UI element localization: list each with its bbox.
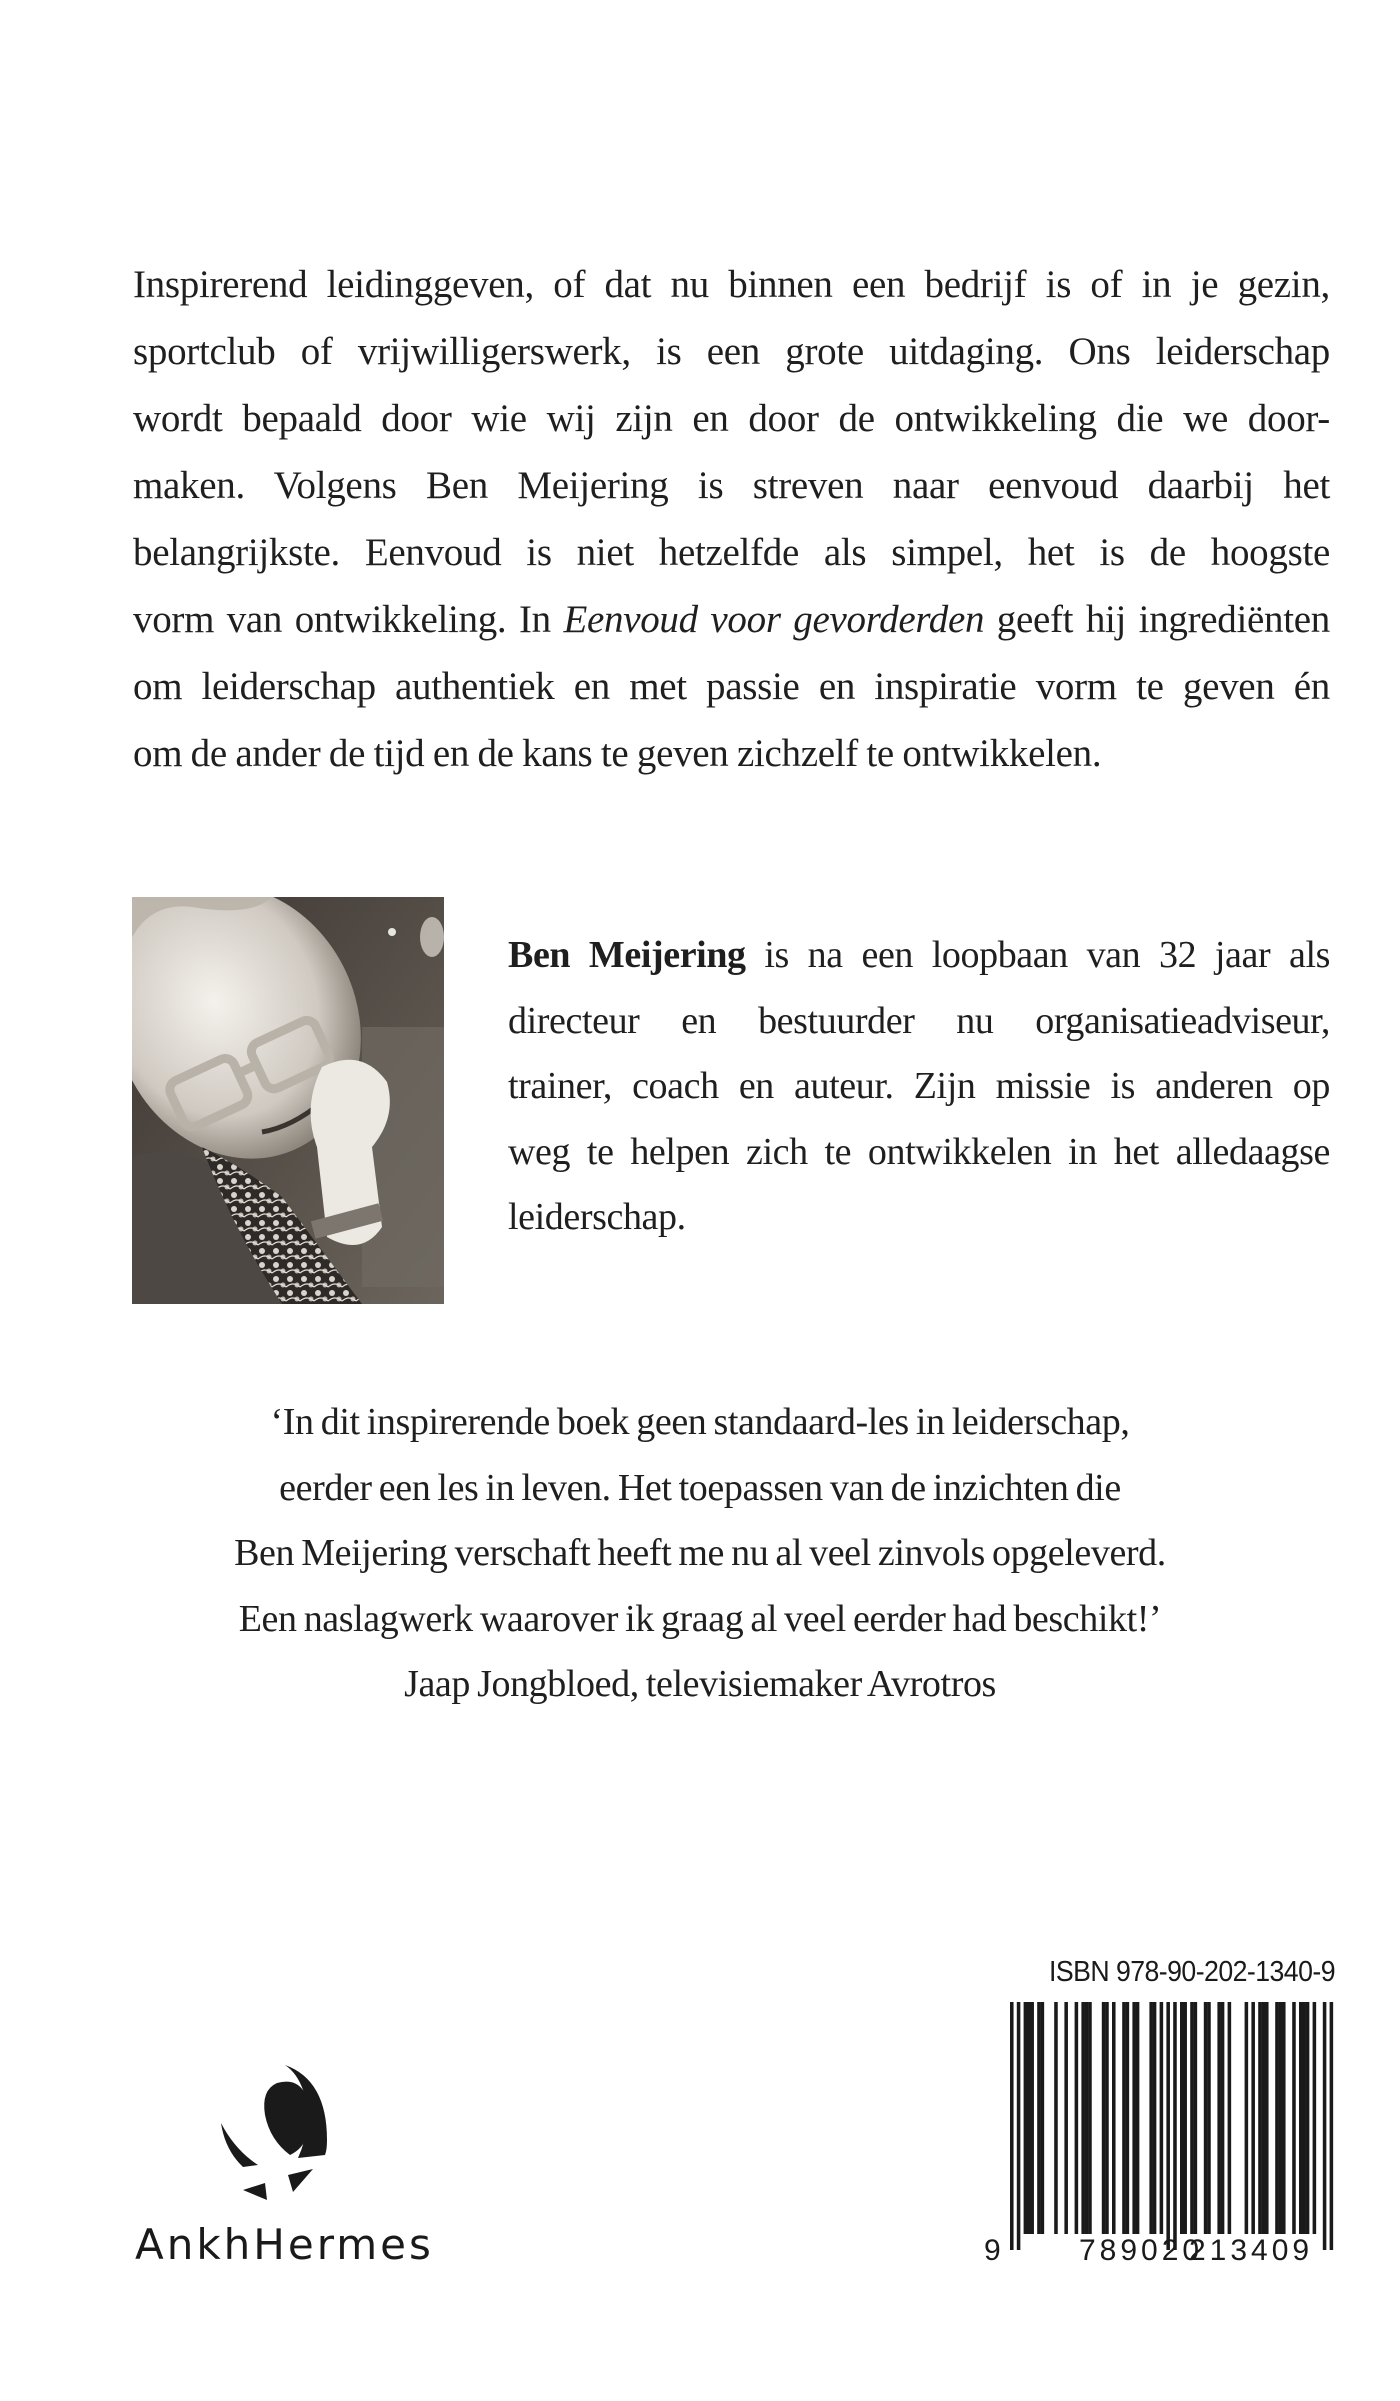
barcode-bar <box>1041 2002 1045 2234</box>
barcode-bar <box>1030 2002 1034 2234</box>
barcode-bar <box>1180 2002 1184 2234</box>
blurb-line: om de ander de tijd en de kans te geven zichzelf te ontwikkelen. <box>133 732 1102 775</box>
barcode-first-digit: 9 <box>984 2234 1001 2267</box>
blurb-line: belangrijkste. Eenvoud is niet hetzelfde als simpel, het is de hoogste <box>133 531 1330 574</box>
bio-line: leiderschap. <box>508 1196 686 1238</box>
barcode-bar <box>1037 2002 1041 2234</box>
author-name: Ben Meijering <box>508 934 746 976</box>
blurb-text: vorm van ontwikkeling. In <box>133 598 564 641</box>
bio-line: weg te helpen zich te ontwikkelen in het alledaagse <box>508 1130 1330 1173</box>
barcode-bar <box>1313 2002 1317 2234</box>
isbn-label: ISBN 978-90-202-1340-9 <box>1049 1956 1335 1988</box>
quote-attribution: Jaap Jongbloed, televisiemaker Avrotros <box>404 1663 996 1705</box>
barcode-bar <box>1190 2002 1194 2234</box>
ankhhermes-logo-icon <box>215 2065 335 2215</box>
blurb-line: maken. Volgens Ben Meijering is streven naar eenvoud daarbij het <box>133 464 1330 507</box>
author-photo <box>132 897 444 1304</box>
barcode-guard-bar <box>1010 2002 1014 2250</box>
barcode-bar <box>1292 2002 1296 2234</box>
barcode-bar <box>1221 2002 1225 2234</box>
author-portrait-image <box>132 897 444 1304</box>
bio-line: directeur en bestuurder nu organisatieadviseur, <box>508 999 1330 1042</box>
quote-line: Een naslagwerk waarover ik graag al veel eerder had beschikt!’ <box>238 1597 1162 1640</box>
barcode-bar <box>1027 2002 1031 2234</box>
blurb-line: wordt bepaald door wie wij zijn en door de ontwikkeling die we door- <box>133 397 1330 440</box>
barcode-bar <box>1228 2002 1232 2234</box>
barcode-bar <box>1024 2002 1028 2234</box>
barcode-bar <box>1302 2002 1306 2234</box>
bio-text: is na een loopbaan van 32 jaar als <box>745 934 1330 976</box>
barcode-left-digits: 789020 <box>1079 2234 1204 2267</box>
barcode-bar <box>1132 2002 1136 2234</box>
endorsement-quote <box>200 1390 1200 1718</box>
barcode-bar <box>1112 2002 1116 2234</box>
barcode-bar <box>1306 2002 1310 2234</box>
barcode-bar <box>1085 2002 1089 2234</box>
barcode-guard-bar <box>1173 2002 1177 2250</box>
barcode-bar <box>1183 2002 1187 2234</box>
barcode-bar <box>1265 2002 1269 2234</box>
publisher-logo <box>130 2065 434 2275</box>
book-title: Eenvoud voor gevorderden <box>563 598 985 641</box>
quote-line: ‘In dit inspirerende boek geen standaard-les in leiderschap, <box>270 1401 1130 1443</box>
barcode-bar <box>1207 2002 1211 2234</box>
barcode-bar <box>1102 2002 1106 2234</box>
blurb-line-with-title <box>133 586 1330 653</box>
blurb-line: sportclub of vrijwilligerswerk, is een grote uitdaging. Ons leiderschap <box>133 330 1330 373</box>
barcode-bar <box>1275 2002 1279 2234</box>
barcode-bar <box>1088 2002 1092 2234</box>
barcode-bar <box>1217 2002 1221 2234</box>
barcode-right-digits: 213409 <box>1189 2234 1314 2267</box>
barcode-bar <box>1149 2002 1153 2234</box>
blurb-text: geeft hij ingrediënten <box>984 598 1331 641</box>
barcode-bar <box>1126 2002 1130 2234</box>
back-cover-blurb <box>133 251 1330 787</box>
quote-line: Ben Meijering verschaft heeft me nu al veel zinvols opgeleverd. <box>234 1532 1166 1574</box>
isbn-barcode <box>976 2000 1336 2268</box>
barcode-bar <box>1258 2002 1262 2234</box>
barcode-bar <box>1282 2002 1286 2234</box>
blurb-line: Inspirerend leidinggeven, of dat nu binnen een bedrijf is of in je gezin, <box>133 263 1330 306</box>
barcode-bar <box>1204 2002 1208 2234</box>
bio-line: trainer, coach en auteur. Zijn missie is anderen op <box>508 1065 1330 1107</box>
barcode-bar <box>1251 2002 1255 2234</box>
barcode-guard-bar <box>1330 2002 1334 2250</box>
bio-line <box>508 923 1330 989</box>
barcode-guard-bar <box>1323 2002 1327 2250</box>
author-bio <box>508 923 1330 1251</box>
barcode-bar <box>1160 2002 1164 2234</box>
barcode-bar <box>1262 2002 1266 2234</box>
barcode-bar <box>1081 2002 1085 2234</box>
barcode-bar <box>1194 2002 1198 2234</box>
barcode-bar <box>1075 2002 1079 2234</box>
barcode-bar <box>1064 2002 1068 2234</box>
publisher-name: AnkhHermes <box>135 2220 434 2269</box>
barcode-guard-bar <box>1166 2002 1170 2250</box>
barcode-bar <box>1279 2002 1283 2234</box>
barcode-bars <box>1010 2002 1333 2250</box>
blurb-line: om leiderschap authentiek en met passie en inspiratie vorm te geven én <box>133 665 1330 708</box>
barcode-bar <box>1122 2002 1126 2234</box>
barcode-guard-bar <box>1017 2002 1021 2250</box>
barcode-bar <box>1105 2002 1109 2234</box>
barcode-bar <box>1136 2002 1140 2234</box>
barcode-bar <box>1245 2002 1249 2234</box>
barcode-bar <box>1153 2002 1157 2234</box>
quote-line: eerder een les in leven. Het toepassen van de inzichten die <box>279 1466 1121 1509</box>
barcode-bar <box>1299 2002 1303 2234</box>
barcode-bar <box>1054 2002 1058 2234</box>
